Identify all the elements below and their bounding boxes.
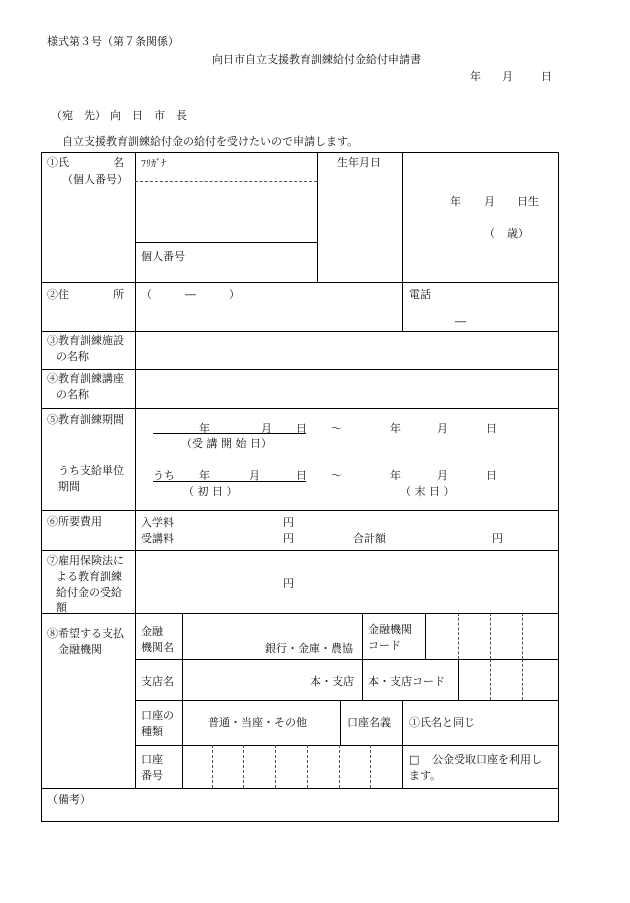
cell-rule (402, 282, 403, 331)
phone-dash: ― (455, 315, 466, 328)
digit-divider (307, 745, 308, 788)
form-title: 向日市自立支援教育訓練給付金給付申請書 (212, 53, 421, 66)
cell-rule (340, 700, 341, 745)
public-account-checkbox[interactable]: □ (409, 753, 420, 766)
digit-divider (490, 613, 491, 659)
row-divider (41, 550, 559, 551)
bank-section-label-2: 金融機関 (58, 643, 102, 656)
start-date-underline (153, 433, 306, 434)
digit-divider (243, 745, 244, 788)
unit-period-label-2: 期間 (58, 480, 80, 493)
insurance-label-2: よる教育訓練 (56, 570, 122, 583)
admission-fee-label: 入学料 (141, 516, 174, 529)
account-type-label: 口座の (141, 709, 174, 722)
bank-code-label-2: コード (368, 639, 401, 652)
cell-rule (362, 613, 363, 659)
end-day: 日 (486, 422, 497, 435)
insurance-yen: 円 (283, 577, 294, 590)
row-divider (41, 788, 559, 789)
digit-divider (339, 745, 340, 788)
row-divider (41, 510, 559, 511)
row-divider (41, 331, 559, 332)
account-type-options: 普通・当座・その他 (208, 716, 307, 729)
unit-start-year: 年 (199, 469, 210, 482)
furigana-label: ﾌﾘｶﾞﾅ (141, 159, 166, 170)
insurance-label-4: 額 (56, 601, 67, 614)
row-divider (41, 369, 559, 370)
unit-end-year: 年 (390, 469, 401, 482)
uchi-label: うち (153, 469, 175, 482)
birth-day: 日生 (517, 195, 539, 208)
postal-code: （ ― ） (141, 288, 240, 301)
end-month: 月 (437, 422, 448, 435)
public-account-text-2: ます。 (409, 769, 442, 782)
unit-start-day: 日 (296, 469, 307, 482)
branch-type-options: 本・支店 (310, 675, 354, 688)
unit-end-day: 日 (486, 469, 497, 482)
course-label: ④教育訓練講座 (47, 372, 124, 385)
account-holder-label: 口座名義 (347, 716, 391, 729)
total-label: 合計額 (353, 532, 386, 545)
end-year: 年 (390, 422, 401, 435)
digit-divider (275, 745, 276, 788)
start-year: 年 (199, 422, 210, 435)
public-account-text: 公金受取口座を利用し (432, 753, 542, 766)
cell-rule (402, 700, 403, 788)
intro-text: 自立支援教育訓練給付金の給付を受けたいので申請します。 (62, 135, 359, 148)
admission-yen: 円 (283, 516, 294, 529)
cell-rule (135, 242, 317, 243)
insurance-label-3: 給付金の受給 (56, 586, 122, 599)
birthdate-label: 生年月日 (337, 156, 381, 169)
bank-code-label: 金融機関 (368, 623, 412, 636)
account-number-label: 口座 (141, 753, 163, 766)
last-day-caption: （ 末 日 ） (400, 485, 455, 498)
cell-rule (402, 152, 403, 282)
cell-rule (317, 152, 318, 282)
facility-label-2: の名称 (56, 350, 89, 363)
start-caption: （受 講 開 始 日） (181, 437, 272, 450)
personal-number-label: （個人番号） (62, 173, 128, 186)
tuition-fee-label: 受講料 (141, 532, 174, 545)
insurance-label-1: ⑦雇用保険法に (47, 554, 124, 567)
row-divider (41, 282, 559, 283)
birth-month: 月 (484, 195, 495, 208)
name-label: ①氏 名 (47, 156, 124, 169)
branch-code-label: 本・支店コード (368, 675, 445, 688)
personal-number-field-label: 個人番号 (141, 250, 185, 263)
unit-start-month: 月 (249, 469, 260, 482)
address-label: ②住 所 (47, 288, 124, 301)
digit-divider (490, 659, 491, 700)
bank-name-label-2: 機関名 (141, 641, 174, 654)
birth-year: 年 (450, 195, 461, 208)
digit-divider (212, 745, 213, 788)
tuition-yen: 円 (283, 532, 294, 545)
cell-rule (135, 700, 559, 701)
unit-end-month: 月 (437, 469, 448, 482)
first-day-underline (153, 481, 306, 482)
label-column-rule (135, 152, 136, 788)
row-divider (41, 408, 559, 409)
digit-divider (522, 659, 523, 700)
total-yen: 円 (492, 532, 503, 545)
cell-rule (458, 659, 459, 700)
course-label-2: の名称 (56, 388, 89, 401)
addressee-name: 向 日 市 長 (110, 109, 187, 122)
cell-rule (135, 659, 559, 660)
addressee-label: （宛 先） (51, 109, 106, 122)
period-tilde: ～ (331, 422, 342, 435)
row-divider (41, 613, 559, 614)
date-month: 月 (502, 70, 513, 83)
unit-period-label: うち支給単位 (58, 464, 124, 477)
start-day: 日 (296, 422, 307, 435)
cell-rule (425, 613, 426, 659)
date-year: 年 (470, 70, 481, 83)
cell-rule (135, 745, 559, 746)
period-label: ⑤教育訓練期間 (47, 413, 124, 426)
cell-rule (362, 659, 363, 700)
bank-type-options: 銀行・金庫・農協 (265, 642, 353, 655)
branch-label: 支店名 (141, 675, 174, 688)
bank-section-label: ⑧希望する支払 (47, 627, 124, 640)
phone-label: 電話 (409, 288, 431, 301)
age-close: 歳） (507, 227, 529, 240)
unit-tilde: ～ (331, 469, 342, 482)
digit-divider (370, 745, 371, 788)
same-name-note: ①氏名と同じ (409, 716, 475, 729)
account-number-label-2: 番号 (141, 769, 163, 782)
cost-label: ⑥所要費用 (47, 515, 102, 528)
furigana-divider (135, 181, 317, 182)
remarks-label: （備考） (47, 793, 91, 806)
date-day: 日 (541, 70, 552, 83)
account-type-label-2: 種類 (141, 725, 163, 738)
age-open: （ (484, 227, 495, 240)
bank-name-label: 金融 (141, 625, 163, 638)
digit-divider (522, 613, 523, 659)
form-number: 様式第３号（第７条関係） (47, 35, 179, 48)
start-month: 月 (261, 422, 272, 435)
facility-label: ③教育訓練施設 (47, 334, 124, 347)
first-day-caption: （ 初 日 ） (183, 485, 238, 498)
digit-divider (458, 613, 459, 659)
